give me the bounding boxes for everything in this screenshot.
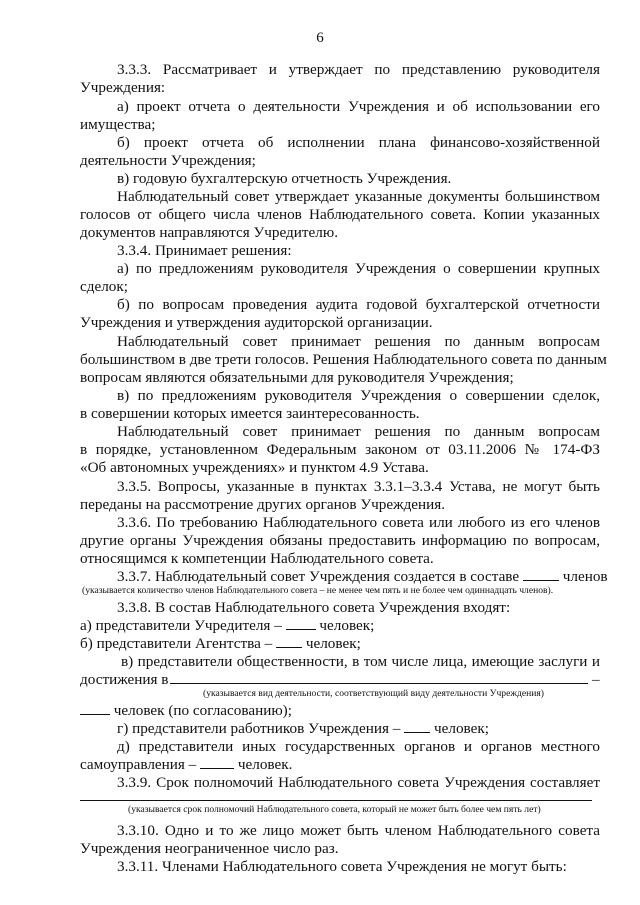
para-334-note2: Наблюдательный совет принимает решения по данным вопросам xyxy=(117,423,600,440)
item-333-v: в) годовую бухгалтерскую отчетность Учреждения. xyxy=(117,170,452,187)
item-334-v: в) по предложениям руководителя Учреждения о совершении сделок, xyxy=(117,387,600,404)
item-338-g-tail: человек; xyxy=(434,720,489,737)
item-334-a: а) по предложениям руководителя Учреждения о совершении крупных xyxy=(117,260,600,277)
item-338-v-cont-text: достижения в xyxy=(80,671,169,688)
para-334-note-cont: большинством в две трети голосов. Решения Наблюдательного совета по данным xyxy=(80,351,607,368)
item-338-d-tail: человек. xyxy=(237,756,293,773)
item-334-a-cont: сделок; xyxy=(80,278,128,295)
para-3310: 3.3.10. Одно и то же лицо может быть членом Наблюдательного совета xyxy=(117,822,600,839)
para-334-note2-cont: в порядке, установленном Федеральным законом от 03.11.2006 № 174-ФЗ xyxy=(80,441,600,458)
members-count-blank xyxy=(523,568,559,581)
item-333-b-cont: деятельности Учреждения; xyxy=(80,152,256,169)
item-338-v-tail: человек (по согласованию); xyxy=(113,702,292,719)
para-333: 3.3.3. Рассматривает и утверждает по представлению руководителя xyxy=(117,61,600,78)
item-338-g-text: г) представители работников Учреждения – xyxy=(117,720,401,737)
note-term: (указывается срок полномочий Наблюдательного совета, который не может быть более чем пять лет) xyxy=(128,804,541,815)
para-336: 3.3.6. По требованию Наблюдательного совета или любого из его членов xyxy=(117,514,600,531)
para-334-note2-end: «Об автономных учреждениях» и пунктом 4.9 Устава. xyxy=(80,459,429,476)
para-3311: 3.3.11. Членами Наблюдательного совета Учреждения не могут быть: xyxy=(117,858,567,875)
item-338-v-cont xyxy=(80,671,600,689)
founder-count-blank xyxy=(286,617,316,630)
item-338-d-cont-text: самоуправления – xyxy=(80,756,197,773)
para-336-cont: другие органы Учреждения обязаны предоставить информацию по вопросам, xyxy=(80,532,600,549)
item-334-b-cont: Учреждения и утверждения аудиторской организации. xyxy=(80,314,433,331)
item-338-a-text: а) представители Учредителя – xyxy=(80,617,282,634)
item-338-b xyxy=(80,635,600,653)
para-333-note-end: документов направляются Учредителю. xyxy=(80,224,338,241)
term-blank-line xyxy=(80,800,592,801)
para-333-cont: Учреждения: xyxy=(80,79,166,96)
para-334: 3.3.4. Принимает решения: xyxy=(117,242,292,259)
item-333-a-cont: имущества; xyxy=(80,116,156,133)
item-338-v: в) представители общественности, в том числе лица, имеющие заслуги и xyxy=(121,653,600,670)
para-335: 3.3.5. Вопросы, указанные в пунктах 3.3.1–3.3.4 Устава, не могут быть xyxy=(117,478,600,495)
para-334-note: Наблюдательный совет принимает решения по данным вопросам xyxy=(117,333,600,350)
item-338-g xyxy=(117,720,600,738)
item-338-b-tail: человек; xyxy=(305,635,361,652)
para-338: 3.3.8. В состав Наблюдательного совета Учреждения входят: xyxy=(117,599,511,616)
note-members-count: (указывается количество членов Наблюдательного совета – не менее чем пять и не более чем одиннадцать членов). xyxy=(82,585,554,596)
para-336-end: относящимся к компетенции Наблюдательного совета. xyxy=(80,550,434,567)
item-338-b-text: б) представители Агентства – xyxy=(80,635,273,652)
activity-blank-line xyxy=(170,683,588,684)
item-338-d: д) представители иных государственных органов и органов местного xyxy=(117,738,600,755)
item-338-v-tail-line xyxy=(80,702,600,720)
para-333-note-cont: голосов от общего числа членов Наблюдательного совета. Копии указанных xyxy=(80,206,600,223)
staff-count-blank xyxy=(404,720,430,733)
para-334-note-end: вопросам являются обязательными для руководителя Учреждения; xyxy=(80,369,514,386)
item-334-v-cont: в совершении которых имеется заинтересованность. xyxy=(80,405,420,422)
item-338-d-cont xyxy=(80,756,600,774)
para-337 xyxy=(117,568,608,586)
agency-count-blank xyxy=(276,635,302,648)
public-count-blank xyxy=(80,702,110,715)
para-337-tail: членов xyxy=(562,568,608,585)
note-activity-type: (указывается вид деятельности, соответствующий виду деятельности Учреждения) xyxy=(203,688,544,699)
item-333-b: б) проект отчета об исполнении плана финансово-хозяйственной xyxy=(117,134,600,151)
item-333-a: а) проект отчета о деятельности Учреждения и об использовании его xyxy=(117,98,600,115)
gov-count-blank xyxy=(200,756,234,769)
para-3310-cont: Учреждения неограниченное число раз. xyxy=(80,840,339,857)
item-338-a xyxy=(80,617,600,635)
para-333-note: Наблюдательный совет утверждает указанные документы большинством xyxy=(117,188,600,205)
para-337-text: 3.3.7. Наблюдательный совет Учреждения создается в составе xyxy=(117,568,520,585)
item-338-v-dash: – xyxy=(592,671,600,688)
para-339: 3.3.9. Срок полномочий Наблюдательного совета Учреждения составляет xyxy=(117,774,600,791)
item-338-a-tail: человек; xyxy=(319,617,375,634)
item-334-b: б) по вопросам проведения аудита годовой бухгалтерской отчетности xyxy=(117,296,600,313)
page-number: 6 xyxy=(316,30,324,46)
para-335-cont: переданы на рассмотрение других органов Учреждения. xyxy=(80,496,446,513)
